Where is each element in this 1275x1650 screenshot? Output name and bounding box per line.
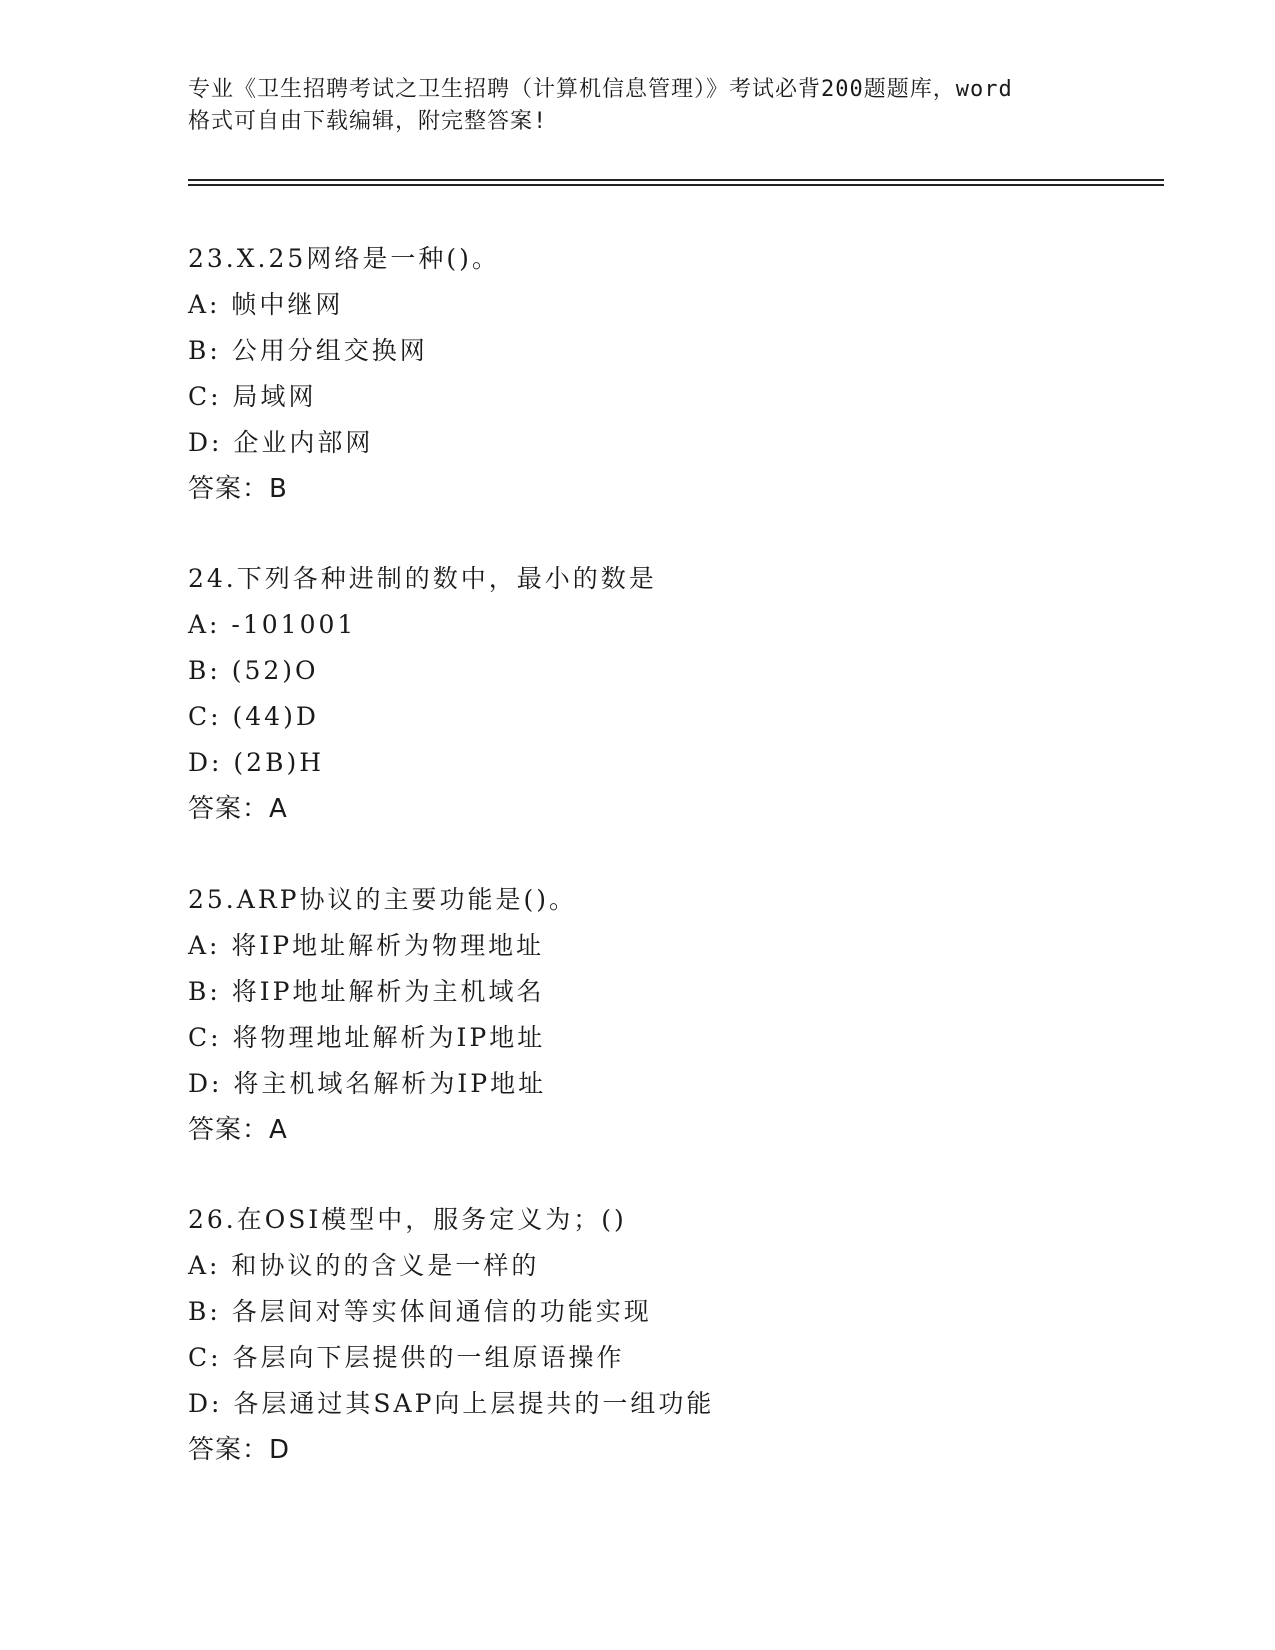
option-a: A: 和协议的的含义是一样的 xyxy=(188,1251,540,1280)
option-a: A: 帧中继网 xyxy=(188,290,344,319)
option-d: D: (2B)H xyxy=(188,748,324,777)
header-divider-bottom xyxy=(188,184,1164,186)
header-divider-top xyxy=(188,179,1164,181)
option-d: D: 各层通过其SAP向上层提共的一组功能 xyxy=(188,1389,715,1418)
question-stem: 25.ARP协议的主要功能是()。 xyxy=(188,885,577,914)
option-a: A: 将IP地址解析为物理地址 xyxy=(188,931,545,960)
option-c: C: 将物理地址解析为IP地址 xyxy=(188,1023,546,1052)
option-b: B: 公用分组交换网 xyxy=(188,336,428,365)
answer: 答案：A xyxy=(188,794,288,824)
option-b: B: (52)O xyxy=(188,656,319,685)
answer: 答案：A xyxy=(188,1115,288,1145)
answer: 答案：B xyxy=(188,474,288,504)
question-26 xyxy=(188,1197,1168,1473)
header-line-2: 格式可自由下载编辑，附完整答案! xyxy=(188,109,548,134)
question-stem: 23.X.25网络是一种()。 xyxy=(188,244,500,273)
header-line-1: 专业《卫生招聘考试之卫生招聘（计算机信息管理）》考试必背200题题库，word xyxy=(188,77,1013,102)
question-25 xyxy=(188,877,1168,1153)
question-stem: 26.在OSI模型中，服务定义为；() xyxy=(188,1205,627,1234)
question-23 xyxy=(188,236,1168,512)
document-header xyxy=(188,74,1088,138)
option-c: C: 各层向下层提供的一组原语操作 xyxy=(188,1343,625,1372)
option-b: B: 将IP地址解析为主机域名 xyxy=(188,977,545,1006)
option-c: C: (44)D xyxy=(188,702,319,731)
option-c: C: 局域网 xyxy=(188,382,317,411)
question-stem: 24.下列各种进制的数中，最小的数是 xyxy=(188,564,657,593)
option-a: A: -101001 xyxy=(188,610,357,639)
option-d: D: 企业内部网 xyxy=(188,428,374,457)
option-d: D: 将主机域名解析为IP地址 xyxy=(188,1069,547,1098)
option-b: B: 各层间对等实体间通信的功能实现 xyxy=(188,1297,652,1326)
question-24 xyxy=(188,556,1168,832)
answer: 答案：D xyxy=(188,1435,291,1465)
